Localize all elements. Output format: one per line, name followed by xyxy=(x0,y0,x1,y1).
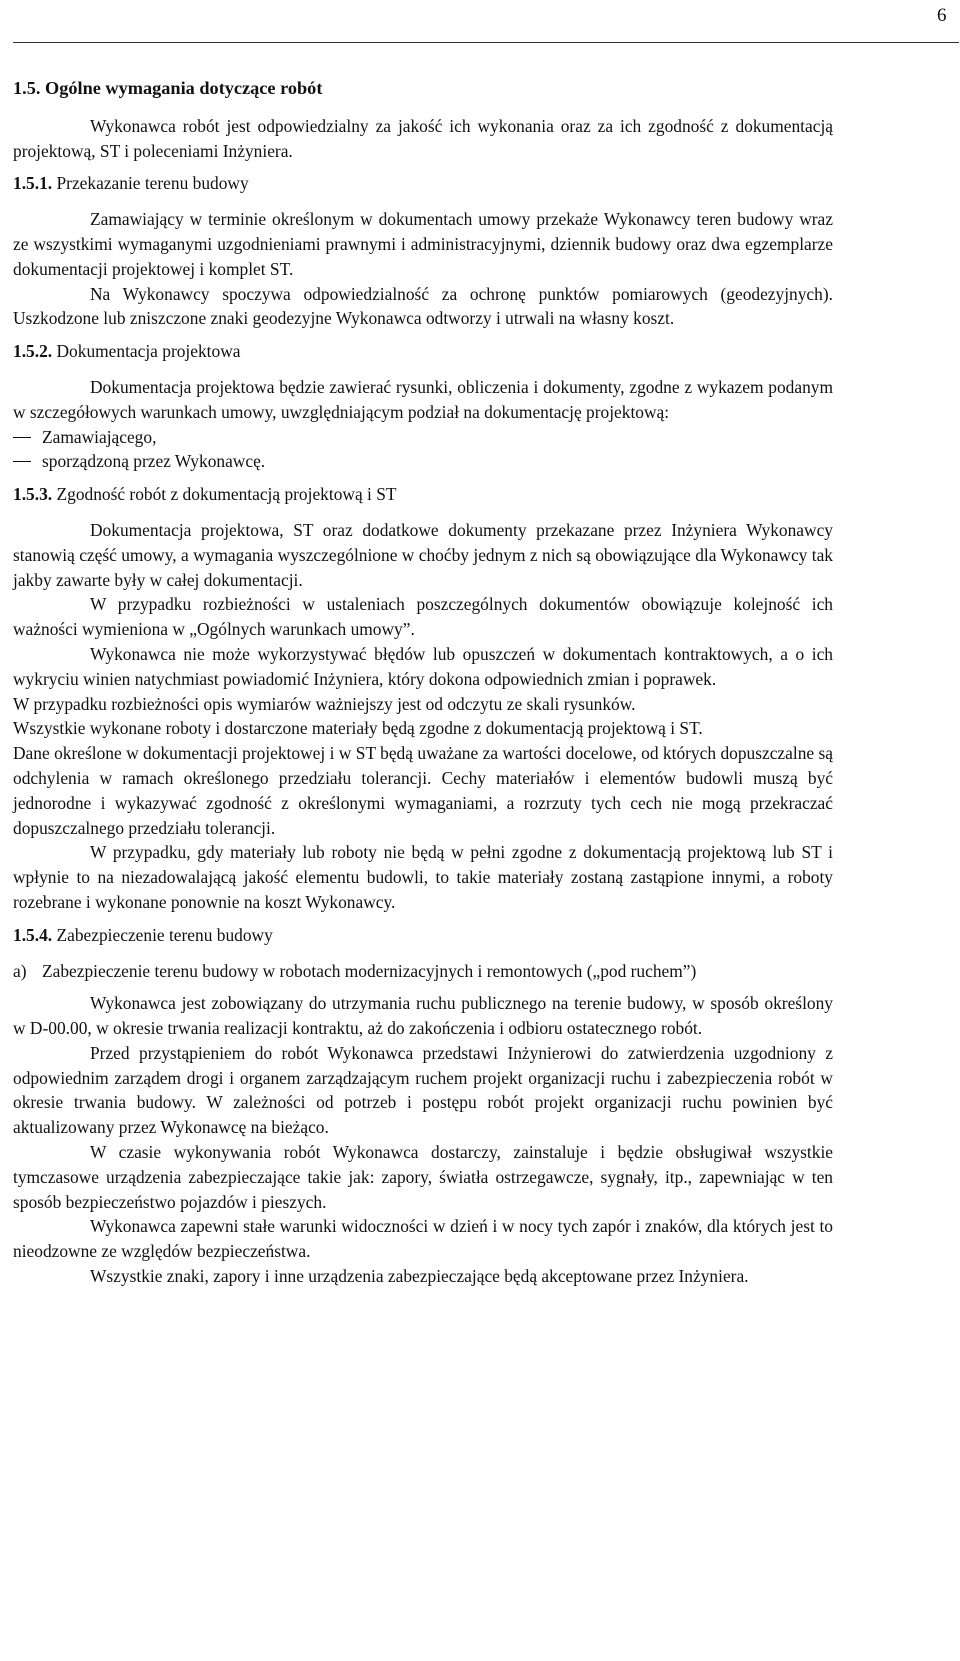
paragraph: Wykonawca jest zobowiązany do utrzymania ruchu publicznego na terenie budowy, w sposób określony w D-00.00, w okresie trwania realizacji kontraktu, aż do zakończenia i odbioru ostatecznego robót. xyxy=(13,993,833,1039)
subsection-number: 1.5.2. xyxy=(13,341,53,362)
subsection-title: Zabezpieczenie terenu budowy xyxy=(56,924,273,945)
item-marker: a) xyxy=(13,960,27,981)
page-number: 6 xyxy=(937,5,947,26)
paragraph: Dokumentacja projektowa będzie zawierać rysunki, obliczenia i dokumenty, zgodne z wykazem podanym w szczegółowych warunkach umowy, uwzględniającym podział na dokumentację projektową: xyxy=(13,376,833,422)
subsection-number: 1.5.1. xyxy=(13,173,53,194)
list-item: Zamawiającego, xyxy=(13,425,833,450)
document-body xyxy=(13,76,833,1289)
paragraph: Wszystkie znaki, zapory i inne urządzenia zabezpieczające będą akceptowane przez Inżyniera. xyxy=(90,1266,749,1287)
paragraph: Na Wykonawcy spoczywa odpowiedzialność za ochronę punktów pomiarowych (geodezyjnych). Uszkodzone lub zniszczone znaki geodezyjne Wykonawca odtworzy i utrwali na własny koszt. xyxy=(13,283,833,329)
section-heading xyxy=(13,76,833,101)
subsection-heading-151 xyxy=(13,171,833,196)
section-title: Ogólne wymagania dotyczące robót xyxy=(45,78,323,98)
paragraph: Dokumentacja projektowa, ST oraz dodatkowe dokumenty przekazane przez Inżyniera Wykonawcy stanowią część umowy, a wymagania wyszczególnione w choćby jednym z nich są obowiązujące dla Wykonawcy tak jakby zawarte były w całej dokumentacji. xyxy=(13,519,833,590)
paragraph: Wykonawca nie może wykorzystywać błędów lub opuszczeń w dokumentach kontraktowych, a o ich wykryciu winien natychmiast powiadomić Inżyniera, który dokona odpowiednich zmian i poprawek. xyxy=(13,643,833,689)
subsection-heading-152 xyxy=(13,339,833,364)
paragraph: Wszystkie wykonane roboty i dostarczone materiały będą zgodne z dokumentacją projektową i ST. xyxy=(13,718,703,739)
subsection-title: Dokumentacja projektowa xyxy=(56,341,241,362)
subsection-heading-153 xyxy=(13,482,833,507)
list-item: sporządzoną przez Wykonawcę. xyxy=(13,449,833,474)
paragraph: Wykonawca zapewni stałe warunki widoczności w dzień i w nocy tych zapór i znaków, dla których jest to nieodzowne ze względów bezpieczeństwa. xyxy=(13,1216,833,1262)
paragraph: Przed przystąpieniem do robót Wykonawca przedstawi Inżynierowi do zatwierdzenia uzgodniony z odpowiednim zarządem drogi i organem zarządzającym ruchem projekt organizacji ruchu i zabezpieczenia robót w okresie trwania budowy. W zależności od potrzeb i postępu robót projekt organizacji ruchu powinien być aktualizowany przez Wykonawcę na bieżąco. xyxy=(13,1042,833,1138)
subsection-title: Zgodność robót z dokumentacją projektową i ST xyxy=(56,484,397,505)
paragraph: W przypadku rozbieżności w ustaleniach poszczególnych dokumentów obowiązuje kolejność ich ważności wymieniona w „Ogólnych warunkach umowy”. xyxy=(13,594,833,640)
paragraph: W czasie wykonywania robót Wykonawca dostarczy, zainstaluje i będzie obsługiwał wszystkie tymczasowe urządzenia zabezpieczające takie jak: zapory, światła ostrzegawcze, sygnały, itp., zapewniając w ten sposób bezpieczeństwo pojazdów i pieszych. xyxy=(13,1142,833,1212)
paragraph: W przypadku, gdy materiały lub roboty nie będą w pełni zgodne z dokumentacją projektową lub ST i wpłynie to na niezadowalającą jakość elementu budowli, to takie materiały zostaną zastąpione innymi, a roboty rozebrane i wykonane ponownie na koszt Wykonawcy. xyxy=(13,842,833,912)
subsection-number: 1.5.3. xyxy=(13,484,53,505)
subsection-heading-154 xyxy=(13,923,833,948)
paragraph: Zamawiający w terminie określonym w dokumentach umowy przekaże Wykonawcy teren budowy wraz ze wszystkimi wymaganymi uzgodnieniami prawnymi i administracyjnymi, dziennik budowy oraz dwa egzemplarze dokumentacji projektowej i komplet ST. xyxy=(13,209,833,279)
lettered-item xyxy=(13,959,833,984)
subsection-number: 1.5.4. xyxy=(13,924,53,945)
paragraph: W przypadku rozbieżności opis wymiarów ważniejszy jest od odczytu ze skali rysunków. xyxy=(13,693,636,714)
section-number: 1.5. xyxy=(13,78,41,98)
subsection-title: Przekazanie terenu budowy xyxy=(56,173,249,194)
section-intro: Wykonawca robót jest odpowiedzialny za jakość ich wykonania oraz za ich zgodność z dokumentacją projektową, ST i poleceniami Inżyniera. xyxy=(13,115,833,161)
item-text: Zabezpieczenie terenu budowy w robotach modernizacyjnych i remontowych („pod ruchem”) xyxy=(42,960,697,981)
paragraph: Dane określone w dokumentacji projektowej i w ST będą uważane za wartości docelowe, od których dopuszczalne są odchylenia w ramach określonego przedziału tolerancji. Cechy materiałów i elementów budowli muszą być jednorodne i wykazywać zgodność z określonymi wymaganiami, a rozrzuty tych cech nie mogą przekraczać dopuszczalnego przedziału tolerancji. xyxy=(13,743,833,838)
header-rule xyxy=(13,42,959,43)
